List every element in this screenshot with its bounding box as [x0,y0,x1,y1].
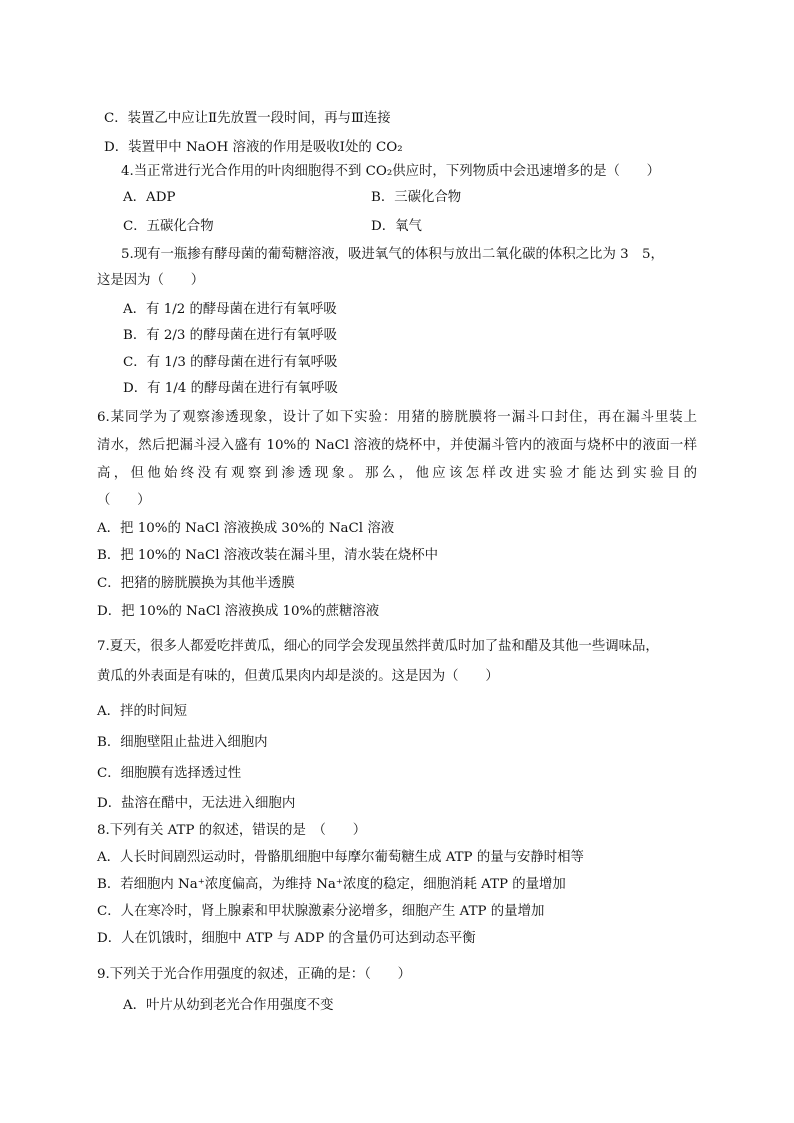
q6-option-d: D．把 10%的 NaCl 溶液换成 10%的蔗糖溶液 [97,604,380,619]
q5-option-d: D．有 1/4 的酵母菌在进行有氧呼吸 [123,381,338,396]
q7-option-a: A．拌的时间短 [97,704,188,719]
q6-option-a: A．把 10%的 NaCl 溶液换成 30%的 NaCl 溶液 [97,521,395,536]
q7-stem-line-1: 7.夏天，很多人都爱吃拌黄瓜，细心的同学会发现虽然拌黄瓜时加了盐和醋及其他一些调味品， [97,639,659,654]
q4-stem: 4.当正常进行光合作用的叶肉细胞得不到 CO₂供应时，下列物质中会迅速增多的是（ ） [121,164,661,179]
q4-option-d: D．氧气 [371,219,422,234]
q6-stem-line-3: 高，但他始终没有观察到渗透现象。那么，他应该怎样改进实验才能达到实验目的 [97,466,697,481]
q6-stem-line-1: 6.某同学为了观察渗透现象，设计了如下实验：用猪的膀胱膜将一漏斗口封住，再在漏斗里装上 [97,410,697,425]
q5-option-a: A．有 1/2 的酵母菌在进行有氧呼吸 [123,302,337,317]
q4-option-c: C．五碳化合物 [123,219,214,234]
q9-option-a: A．叶片从幼到老光合作用强度不变 [123,998,334,1013]
q5-stem-line-1: 5.现有一瓶掺有酵母菌的葡萄糖溶液，吸进氧气的体积与放出二氧化碳的体积之比为 3 5， [121,247,664,262]
q6-stem-line-2: 清水，然后把漏斗浸入盛有 10%的 NaCl 溶液的烧杯中，并使漏斗管内的液面与烧杯中的液面一样 [97,438,697,453]
q8-option-a: A．人长时间剧烈运动时，骨骼肌细胞中每摩尔葡萄糖生成 ATP 的量与安静时相等 [97,850,584,865]
q4-option-a: A．ADP [123,190,176,205]
q7-option-b: B．细胞壁阻止盐进入细胞内 [97,735,268,750]
q5-option-b: B．有 2/3 的酵母菌在进行有氧呼吸 [123,328,337,343]
q8-option-d: D．人在饥饿时，细胞中 ATP 与 ADP 的含量仍可达到动态平衡 [97,931,476,946]
q3-option-d: D．装置甲中 NaOH 溶液的作用是吸收Ⅰ处的 CO₂ [104,140,403,155]
q5-stem-line-2: 这是因为（ ） [97,273,205,288]
q7-stem-line-2: 黄瓜的外表面是有味的，但黄瓜果肉内却是淡的。这是因为（ ） [97,669,499,684]
q6-option-c: C．把猪的膀胱膜换为其他半透膜 [97,576,295,591]
q5-option-c: C．有 1/3 的酵母菌在进行有氧呼吸 [123,355,338,370]
q7-option-c: C．细胞膜有选择透过性 [97,766,242,781]
q6-stem-line-4: （ ） [97,493,151,508]
q9-stem: 9.下列关于光合作用强度的叙述，正确的是：（ ） [97,967,412,982]
q8-option-c: C．人在寒冷时，肾上腺素和甲状腺激素分泌增多，细胞产生 ATP 的量增加 [97,904,545,919]
q4-option-b: B．三碳化合物 [371,190,462,205]
q8-option-b: B．若细胞内 Na⁺浓度偏高，为维持 Na⁺浓度的稳定，细胞消耗 ATP 的量增加 [97,877,566,892]
q6-option-b: B．把 10%的 NaCl 溶液改装在漏斗里，清水装在烧杯中 [97,548,439,563]
q8-stem: 8.下列有关 ATP 的叙述，错误的是 （ ） [97,823,367,838]
q3-option-c: C．装置乙中应让Ⅱ先放置一段时间，再与Ⅲ连接 [104,111,391,126]
q7-option-d: D．盐溶在醋中，无法进入细胞内 [97,796,296,811]
